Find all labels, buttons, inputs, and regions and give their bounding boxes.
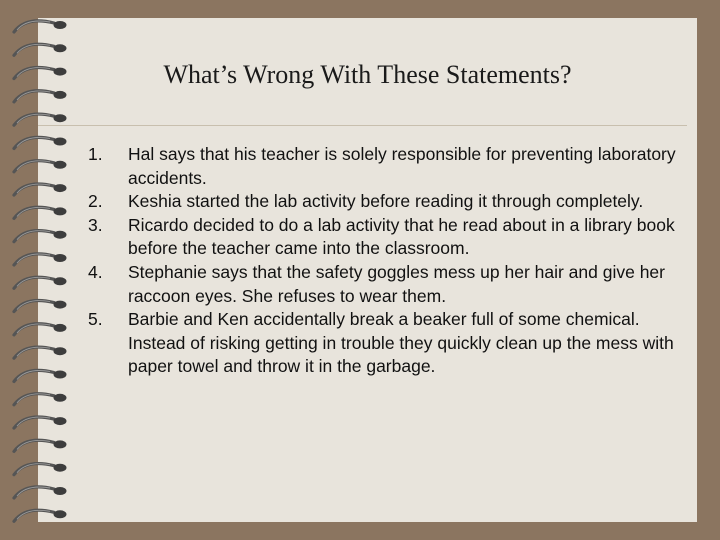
list-item-text: Stephanie says that the safety goggles mess up her hair and give her raccoon eyes. She refuses to wear them. (128, 261, 665, 306)
binding-ring (14, 370, 67, 381)
binding-ring (14, 487, 67, 498)
binding-ring (14, 91, 67, 102)
list-item-number: 1. (88, 144, 103, 164)
list-item-text: Ricardo decided to do a lab activity that he read about in a library book before the teacher came into the classroom. (128, 214, 675, 259)
binding-ring (14, 394, 67, 405)
list-item (88, 308, 678, 379)
list-item (88, 214, 678, 261)
binding-ring (14, 440, 67, 451)
binding-ring (14, 324, 67, 335)
list-item-number: 3. (88, 214, 103, 235)
binding-ring (14, 254, 67, 265)
statement-list (88, 143, 678, 379)
binding-ring (14, 417, 67, 428)
binding-ring (14, 44, 67, 55)
list-item-text: Keshia started the lab activity before reading it through completely. (128, 191, 644, 212)
spiral-binding-icon (0, 0, 80, 540)
list-item (88, 143, 678, 190)
slide-title: What’s Wrong With These Statements? (163, 60, 572, 89)
binding-ring (14, 277, 67, 288)
binding-ring (14, 510, 67, 521)
binding-ring (14, 464, 67, 475)
binding-ring (14, 137, 67, 148)
binding-ring (14, 207, 67, 218)
binding-ring (14, 184, 67, 195)
binding-ring (14, 114, 67, 125)
list-item (88, 261, 678, 308)
list-item-number: 5. (88, 309, 103, 330)
slide-page (38, 18, 697, 522)
binding-ring (14, 300, 67, 311)
list-item-number: 4. (88, 261, 103, 282)
list-item (88, 190, 678, 214)
binding-ring (14, 231, 67, 242)
list-item-text: Barbie and Ken accidentally break a beaker full of some chemical. Instead of risking getting in trouble they quickly clean up the mess with paper towel and throw it in the garbage. (128, 309, 674, 377)
binding-ring (14, 21, 67, 32)
binding-ring (14, 161, 67, 172)
list-item-number: 2. (88, 191, 103, 212)
title-divider (38, 125, 687, 126)
binding-ring (14, 347, 67, 358)
binding-ring (14, 67, 67, 78)
list-item-text: Hal says that his teacher is solely responsible for preventing laboratory accidents. (128, 144, 676, 188)
